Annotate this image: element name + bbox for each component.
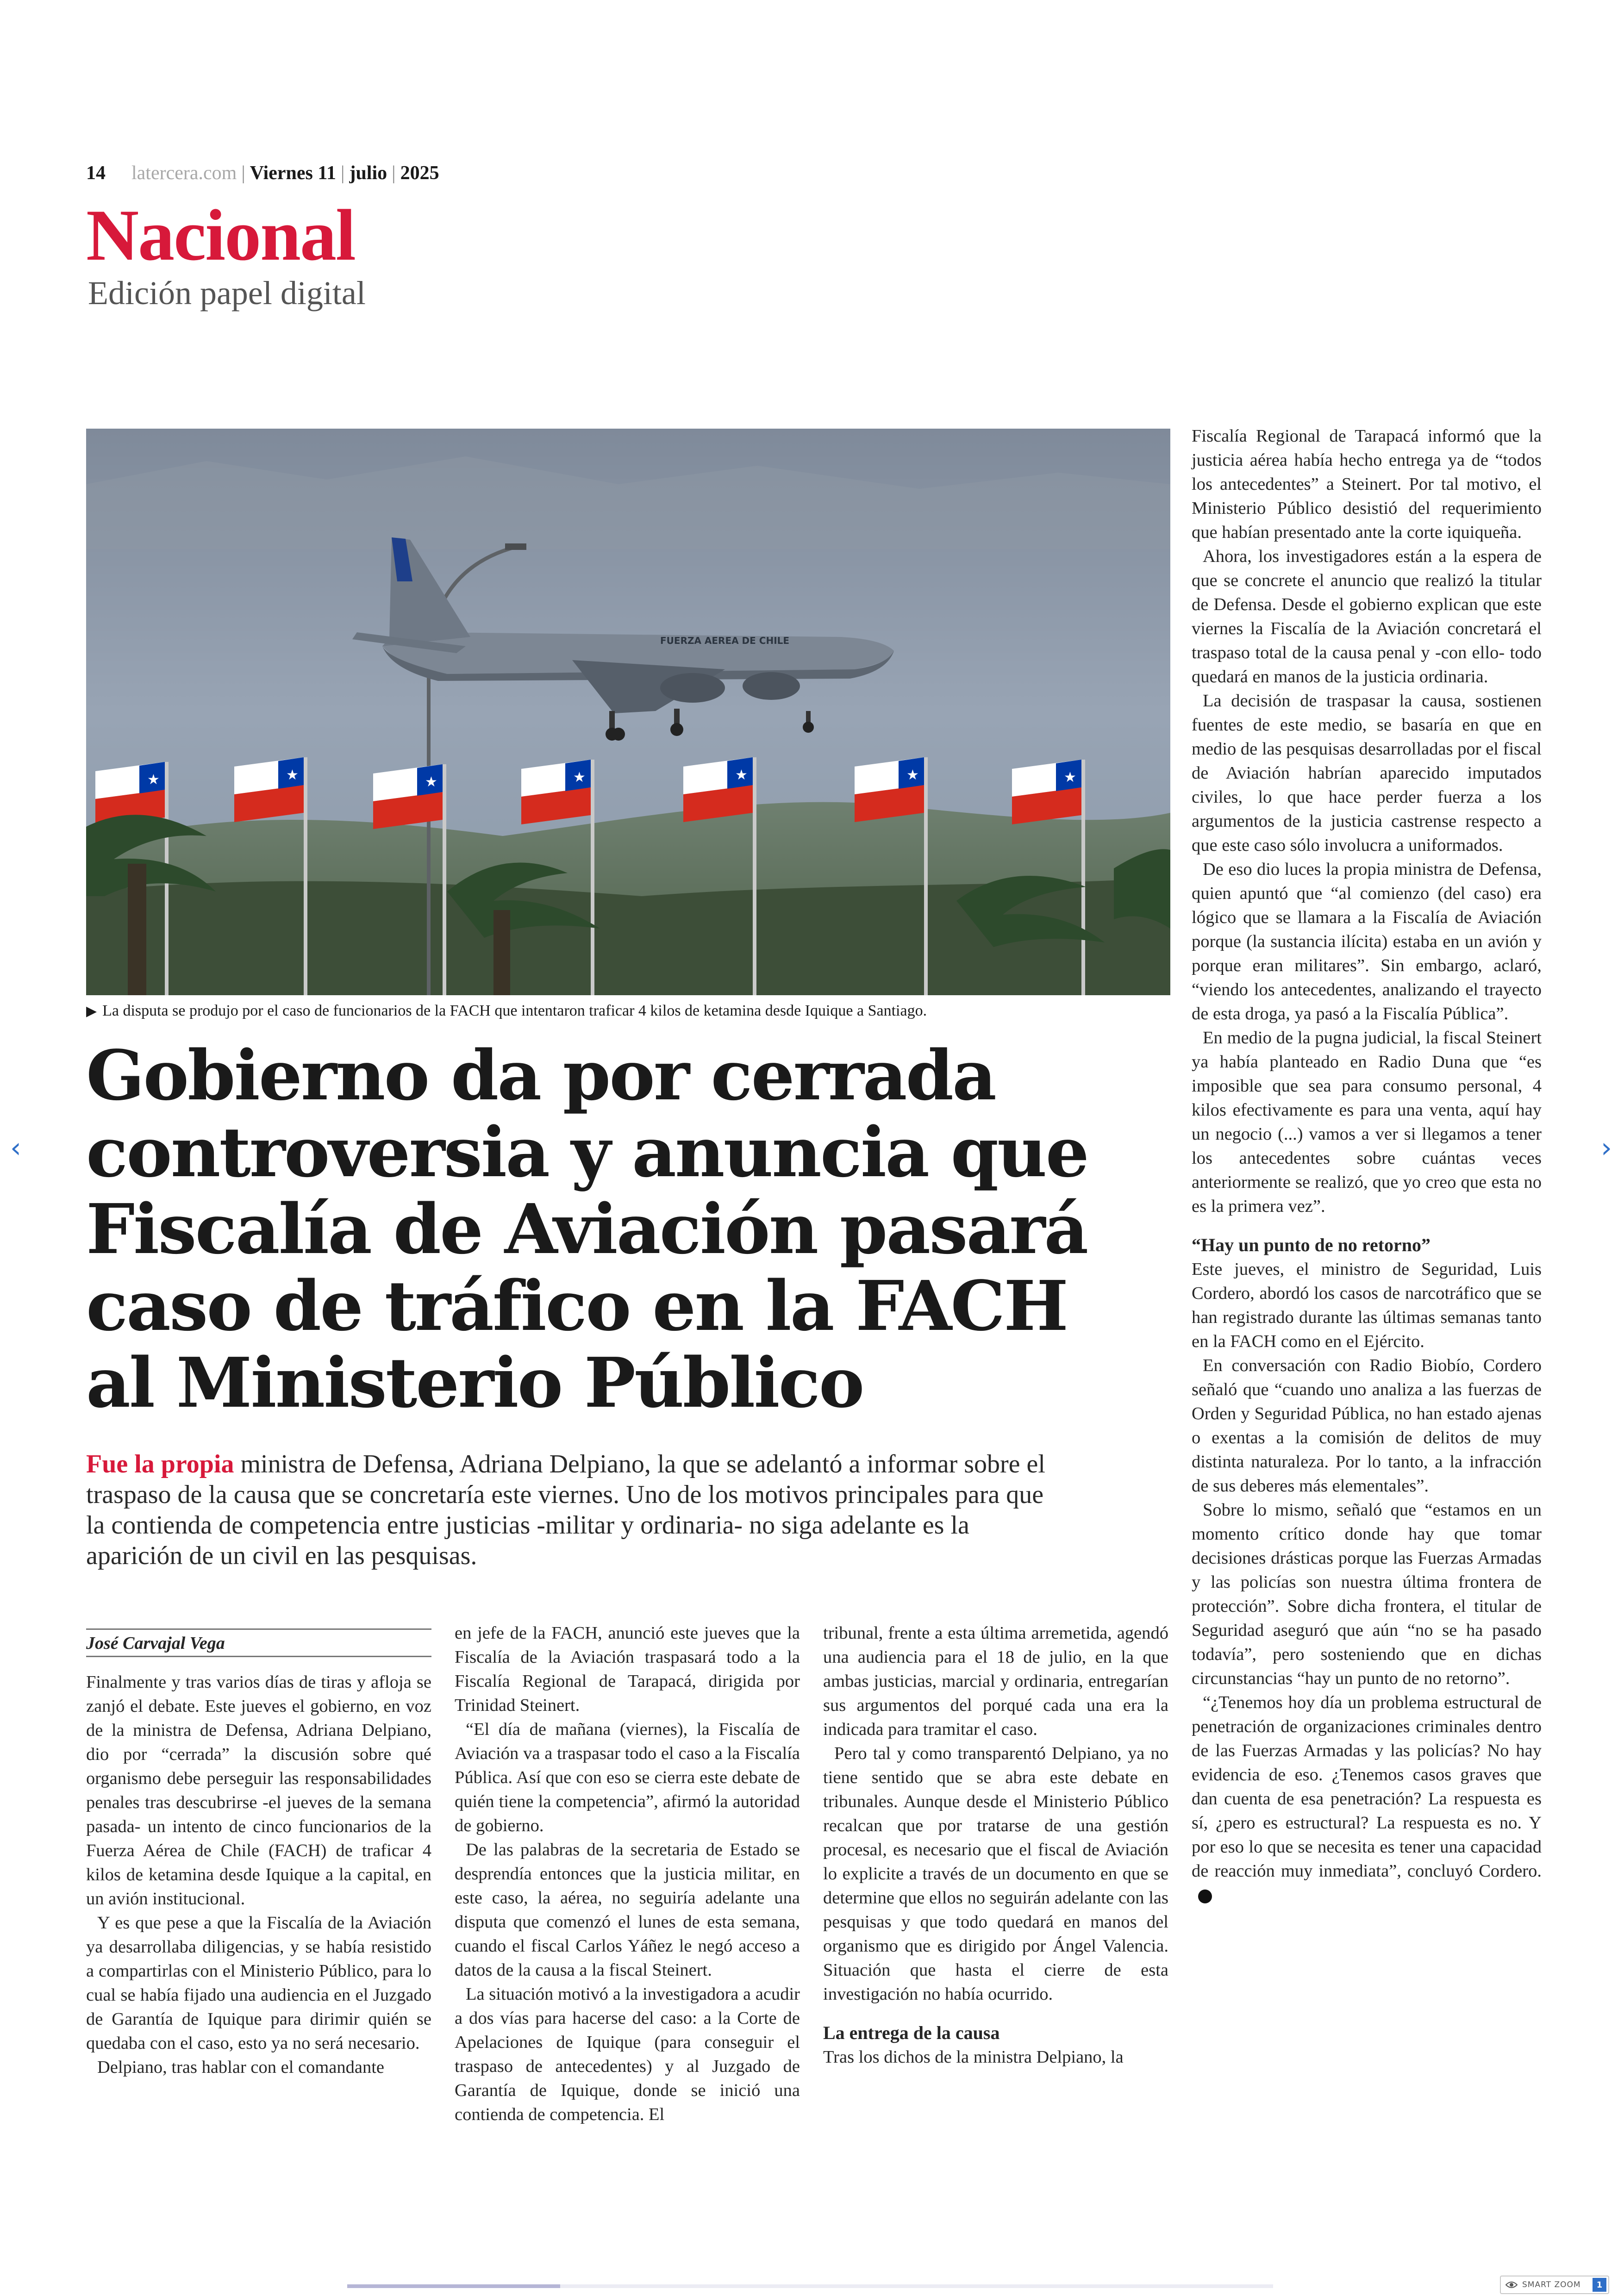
caption-text: La disputa se produjo por el caso de funcionarios de la FACH que intentaron traficar 4 kilos de ketamina desde Iquique a Santiago. bbox=[102, 1002, 927, 1019]
body-paragraph: La situación motivó a la investigadora a acudir a dos vías para hacerse del caso: a la Corte de Apelaciones de Iquique (para conseguir el traspaso de antecedentes) y al Juzgado de Garantía de Iquique, donde se inició una contienda de competencia. El bbox=[455, 1984, 800, 2124]
body-paragraph: En conversación con Radio Biobío, Cordero señaló que “cuando uno analiza a las fuerzas de Orden y Seguridad Pública, no han estado ajenas o exentas a la comisión de delitos de muy distinta naturaleza. Por lo tanto, a la infracción de sus deberes más elementales”. bbox=[1192, 1356, 1542, 1496]
body-paragraph: Este jueves, el ministro de Seguridad, Luis Cordero, abordó los casos de narcotráfico que se han registrado durante las últimas semanas tanto en la FACH como en el Ejército. bbox=[1192, 1260, 1542, 1351]
photo-caption bbox=[86, 1001, 1170, 1022]
section-subtitle: Edición papel digital bbox=[88, 274, 366, 312]
body-paragraph: Y es que pese a que la Fiscalía de la Aviación ya desarrollaba diligencias, y se había resistido a compartirlas con el Ministerio Público, para lo cual se había fijado una audiencia en el Juzgado de Garantía de Iquique para dirimir quién se quedaba con el caso, esto ya no será necesario. bbox=[86, 1913, 431, 2053]
caption-arrow-icon: ▶ bbox=[86, 1003, 97, 1019]
end-of-article-dot-icon bbox=[1198, 1890, 1212, 1903]
headline-line: Gobierno da por cerrada bbox=[86, 1035, 995, 1116]
article-column-3 bbox=[823, 1621, 1168, 2069]
closing-paragraph: “¿Tenemos hoy día un problema estructural de penetración de organizaciones criminales dentro de las Fuerzas Armadas y las policías? No hay evidencia de eso. ¿Tenemos casos graves que dan cuenta de esa penetración? La respuesta es sí, ¿pero es estructural? La respuesta es no. Y por eso lo que se necesita es tener una capacidad de reacción muy inmediata”, concluyó Cordero. bbox=[1192, 1693, 1542, 1881]
separator: | bbox=[241, 162, 245, 184]
body-paragraph: “El día de mañana (viernes), la Fiscalía de Aviación va a traspasar todo el caso a la Fiscalía Pública. Así que con eso se cierra este debate de quién tiene la competencia”, afirmó la autoridad de gobierno. bbox=[455, 1720, 800, 1835]
body-paragraph: Tras los dichos de la ministra Delpiano, la bbox=[823, 2047, 1124, 2067]
svg-text:★: ★ bbox=[735, 767, 748, 783]
separator: | bbox=[392, 162, 396, 184]
edition-month: julio bbox=[349, 162, 387, 184]
section-title: Nacional bbox=[86, 195, 355, 276]
svg-text:★: ★ bbox=[147, 772, 160, 788]
body-paragraph: Ahora, los investigadores están a la espera de que se concrete el anuncio que realizó la titular de Defensa. Desde el gobierno explican que este viernes la Fiscalía de la Aviación concretará el traspaso total de la causa penal y -con ello- todo quedará en manos de la justicia ordinaria. bbox=[1192, 547, 1542, 686]
svg-text:★: ★ bbox=[573, 769, 586, 786]
body-paragraph: Fiscalía Regional de Tarapacá informó que la justicia aérea había hecho entrega ya de “todos los antecedentes” a Steinert. Por tal motivo, el Ministerio Público desistió del requerimiento que habían presentado ante la corte iquiqueña. bbox=[1192, 426, 1542, 542]
svg-text:★: ★ bbox=[286, 767, 299, 783]
body-paragraph: De eso dio luces la propia ministra de Defensa, quien apuntó que “al comienzo (del caso) era lógico que se llamara a la Fiscalía de Aviación porque (la sustancia ilícita) estaba en un avión y porque eran militares”. Sin embargo, aclaró, “viendo los antecedentes, analizando el trayecto de esta droga, ya pasó a la Fiscalía Pública”. bbox=[1192, 860, 1542, 1023]
lead-highlight: Fue la propia bbox=[86, 1450, 234, 1478]
next-page-arrow-icon[interactable]: › bbox=[1601, 1132, 1612, 1164]
news-photo bbox=[86, 429, 1170, 995]
headline-line: al Ministerio Público bbox=[86, 1342, 863, 1423]
headline-line: caso de tráfico en la FACH bbox=[86, 1266, 1068, 1346]
article-column-1 bbox=[86, 1670, 431, 2079]
edition-year: 2025 bbox=[400, 162, 439, 184]
body-paragraph: Sobre lo mismo, señaló que “estamos en un momento crítico donde hay que tomar decisiones drásticas porque las Fuerzas Armadas y las policías son nuestra última frontera de protección”. Sobre dicha frontera, el titular de Seguridad aseguró que aún “no se ha pasado todavía”, pero sosteniendo que en dichas circunstancias “hay un punto de no retorno”. bbox=[1192, 1500, 1542, 1688]
body-paragraph: De las palabras de la secretaria de Estado se desprendía entonces que la justicia militar, en este caso, la aérea, no seguiría adelante una disputa que comenzó el lunes de esta semana, cuando el fiscal Carlos Yáñez le negó acceso a datos de la causa a la fiscal Steinert. bbox=[455, 1840, 800, 1980]
page-progress-fill bbox=[347, 2284, 560, 2288]
section-subheading: “Hay un punto de no retorno” bbox=[1192, 1235, 1431, 1255]
body-paragraph: en jefe de la FACH, anunció este jueves que la Fiscalía de la Aviación traspasará todo a la Fiscalía Regional de Tarapacá, dirigida por Trinidad Steinert. bbox=[455, 1623, 800, 1715]
svg-text:★: ★ bbox=[425, 774, 437, 790]
svg-text:★: ★ bbox=[1064, 769, 1076, 786]
smart-zoom-control[interactable] bbox=[1500, 2276, 1609, 2294]
page-progress-bar[interactable] bbox=[347, 2284, 1273, 2288]
body-paragraph: La decisión de traspasar la causa, sostienen fuentes de este medio, se basaría en que en medio de las pesquisas desarrolladas por el fiscal de Aviación habrían aparecido imputados civiles, lo que hace perder fuerza a los argumentos de la justicia castrense respecto a que este caso sólo involucra a uniformados. bbox=[1192, 691, 1542, 855]
aircraft-livery-text: FUERZA AEREA DE CHILE bbox=[660, 635, 790, 646]
body-paragraph: tribunal, frente a esta última arremetida, agendó una audiencia para el 18 de julio, en la que ambas justicias, marcial y ordinaria, entregarían sus argumentos del porqué cada una era la indicada para tramitar el caso. bbox=[823, 1623, 1168, 1739]
body-paragraph: Delpiano, tras hablar con el comandante bbox=[97, 2058, 385, 2077]
body-paragraph: En medio de la pugna judicial, la fiscal Steinert ya había planteado en Radio Duna que “es imposible que sea para consumo personal, 4 kilos efectivamente es para una venta, aquí hay un negocio (...) vamos a ver si llegamos a tener los antecedentes sobre cuántas veces anteriormente se realizó, que yo creo que esta no es la primera vez”. bbox=[1192, 1028, 1542, 1216]
body-paragraph bbox=[1192, 1690, 1542, 1907]
page-masthead bbox=[86, 162, 439, 184]
lead-text: ministra de Defensa, Adriana Delpiano, la que se adelantó a informar sobre el traspaso de la causa que se concretaría este viernes. Uno de los motivos principales para que la contienda de competencia entre justicias -militar y ordinaria- no siga adelante es la aparición de un civil en las pesquisas. bbox=[86, 1450, 1045, 1570]
article-lead bbox=[86, 1449, 1054, 1571]
author-byline: José Carvajal Vega bbox=[86, 1628, 431, 1657]
headline-line: controversia y anuncia que bbox=[86, 1112, 1088, 1192]
svg-text:★: ★ bbox=[906, 767, 919, 783]
headline-line: Fiscalía de Aviación pasará bbox=[86, 1189, 1087, 1269]
separator: | bbox=[341, 162, 345, 184]
page-indicator-badge[interactable]: 1 bbox=[1593, 2278, 1606, 2292]
previous-page-arrow-icon[interactable]: ‹ bbox=[10, 1132, 21, 1164]
smart-zoom-label: SMART ZOOM bbox=[1522, 2280, 1581, 2289]
airplane-flags-photo bbox=[86, 429, 1170, 995]
article-column-4 bbox=[1192, 424, 1542, 1907]
eye-icon bbox=[1501, 2276, 1522, 2293]
site-name: latercera.com bbox=[131, 162, 237, 184]
article-headline bbox=[86, 1037, 1169, 1421]
edition-day: Viernes 11 bbox=[250, 162, 337, 184]
body-paragraph: Finalmente y tras varios días de tiras y afloja se zanjó el debate. Este jueves el gobierno, en voz de la ministra de Defensa, Adriana Delpiano, dio por “cerrada” la discusión sobre qué organismo debe perseguir las responsabilidades penales tras descubrirse -el jueves de la semana pasada- un intento de cinco funcionarios de la Fuerza Aérea de Chile (FACH) de traficar 4 kilos de ketamina desde Iquique a la capital, en un avión institucional. bbox=[86, 1672, 431, 1908]
section-subheading: La entrega de la causa bbox=[823, 2022, 1000, 2043]
page-number: 14 bbox=[86, 162, 106, 184]
body-paragraph: Pero tal y como transparentó Delpiano, ya no tiene sentido que se abra este debate en tribunales. Aunque desde el Ministerio Público recalcan que por tratarse de una gestión procesal, es necesario que el fiscal de Aviación lo explicite a través de un documento en que se determine que ellos no seguirán adelante con las pesquisas y que todo quedará en manos del organismo que es dirigido por Ángel Valencia. Situación que hasta el cierre de esta investigación no había ocurrido. bbox=[823, 1744, 1168, 2004]
article-column-2 bbox=[455, 1621, 800, 2127]
